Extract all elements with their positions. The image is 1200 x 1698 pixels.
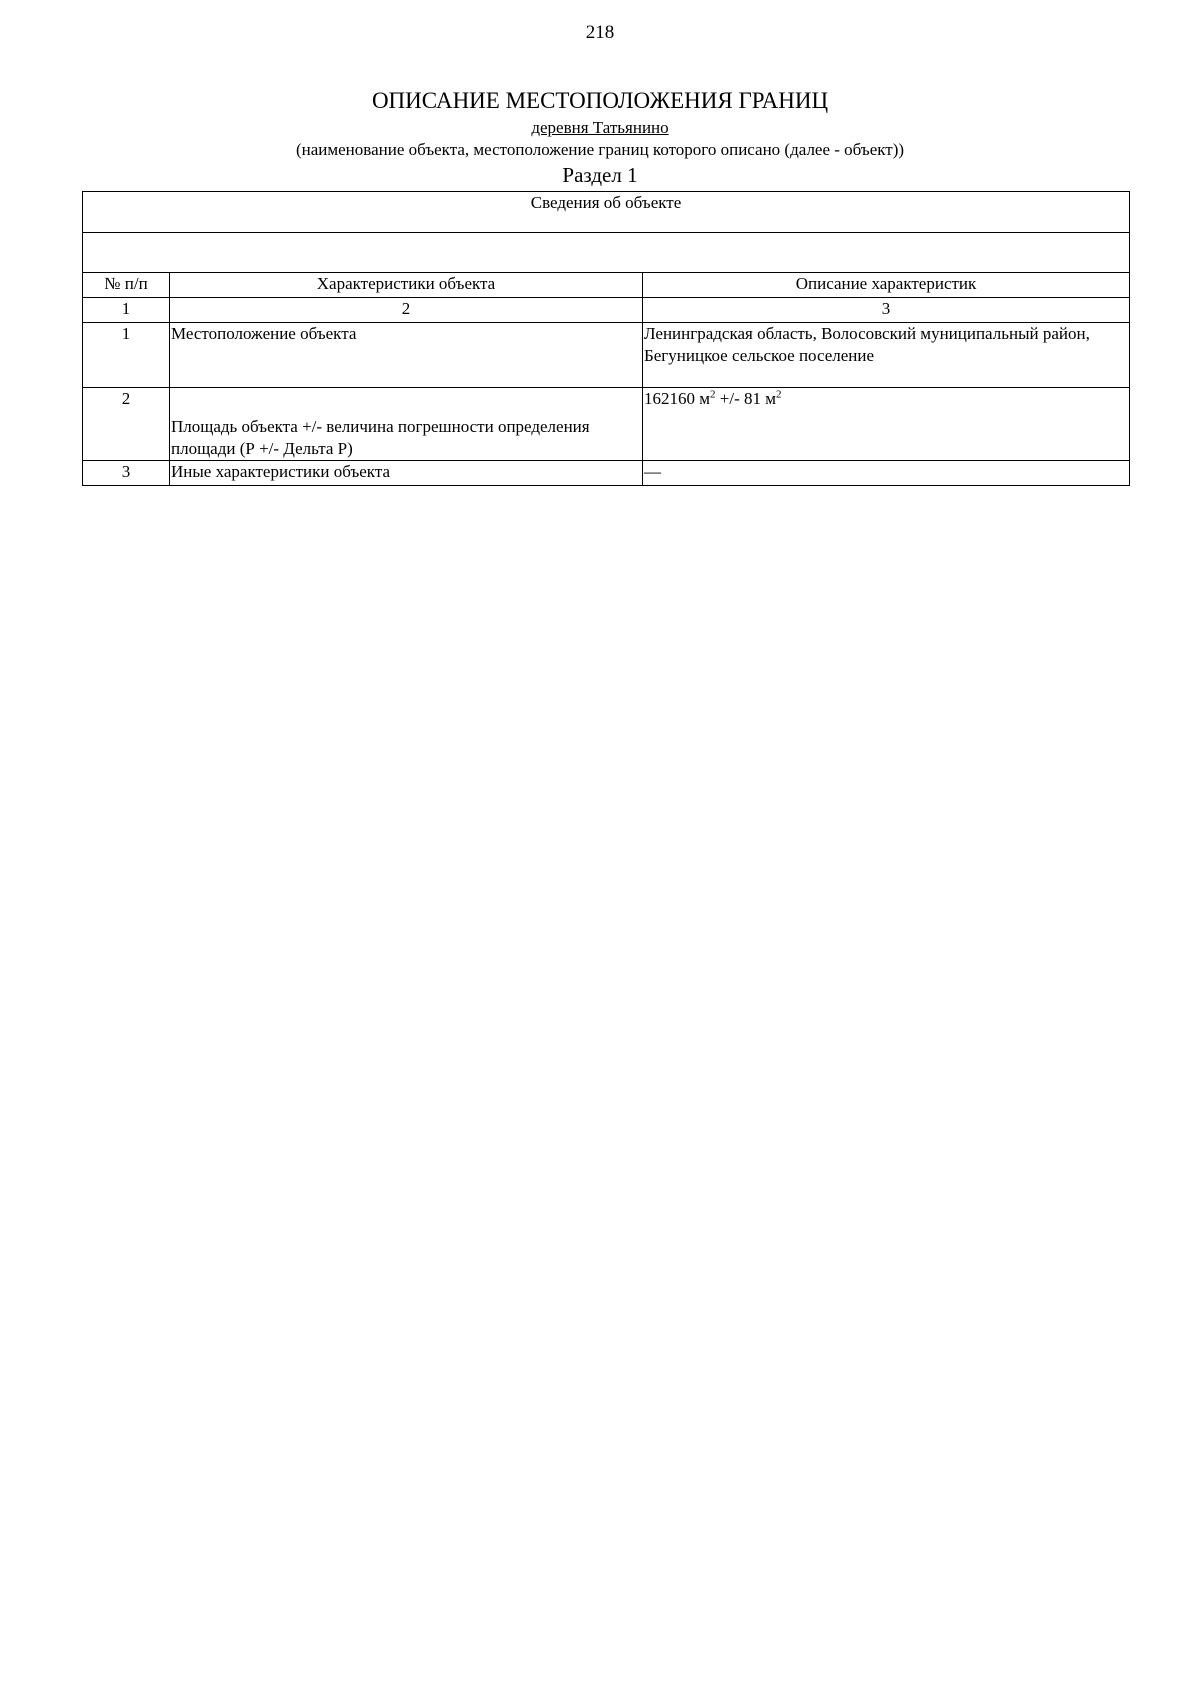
area-description-cell [643,388,1130,461]
column-number-3: 3 [643,298,1130,323]
object-info-table [82,191,1130,486]
area-tolerance: +/- 81 м [715,389,776,408]
column-header-description: Описание характеристик [643,273,1130,298]
characteristic-cell: Местоположение объекта [170,323,643,388]
document-title: ОПИСАНИЕ МЕСТОПОЛОЖЕНИЯ ГРАНИЦ [371,88,829,113]
object-name [0,118,1200,138]
empty-cell [83,233,1130,273]
object-name-text: деревня Татьянино [531,118,669,137]
table-column-number-row [83,298,1130,323]
info-header-cell: Сведения об объекте [83,192,1130,233]
table-header-row [83,273,1130,298]
table-row [83,323,1130,388]
table-info-header-row [83,192,1130,233]
table-row [83,461,1130,486]
table-row [83,388,1130,461]
area-value: 162160 м [644,389,711,408]
description-cell: Ленинградская область, Волосовский муниципальный район, Бегуницкое сельское поселение [643,323,1130,388]
column-number-2: 2 [170,298,643,323]
characteristic-cell: Площадь объекта +/- величина погрешности определения площади (Р +/- Дельта Р) [170,388,643,461]
area-unit-superscript: 2 [710,388,716,401]
row-num-cell: 1 [83,323,170,388]
area-tolerance-superscript: 2 [776,388,782,401]
row-num-cell: 2 [83,388,170,461]
characteristic-cell: Иные характеристики объекта [170,461,643,486]
column-number-1: 1 [83,298,170,323]
column-header-num: № п/п [83,273,170,298]
row-num-cell: 3 [83,461,170,486]
object-caption: (наименование объекта, местоположение границ которого описано (далее - объект)) [295,140,905,159]
column-header-characteristic: Характеристики объекта [170,273,643,298]
page-number: 218 [585,22,615,43]
section-title: Раздел 1 [562,163,638,187]
table-empty-row [83,233,1130,273]
description-cell: — [643,461,1130,486]
